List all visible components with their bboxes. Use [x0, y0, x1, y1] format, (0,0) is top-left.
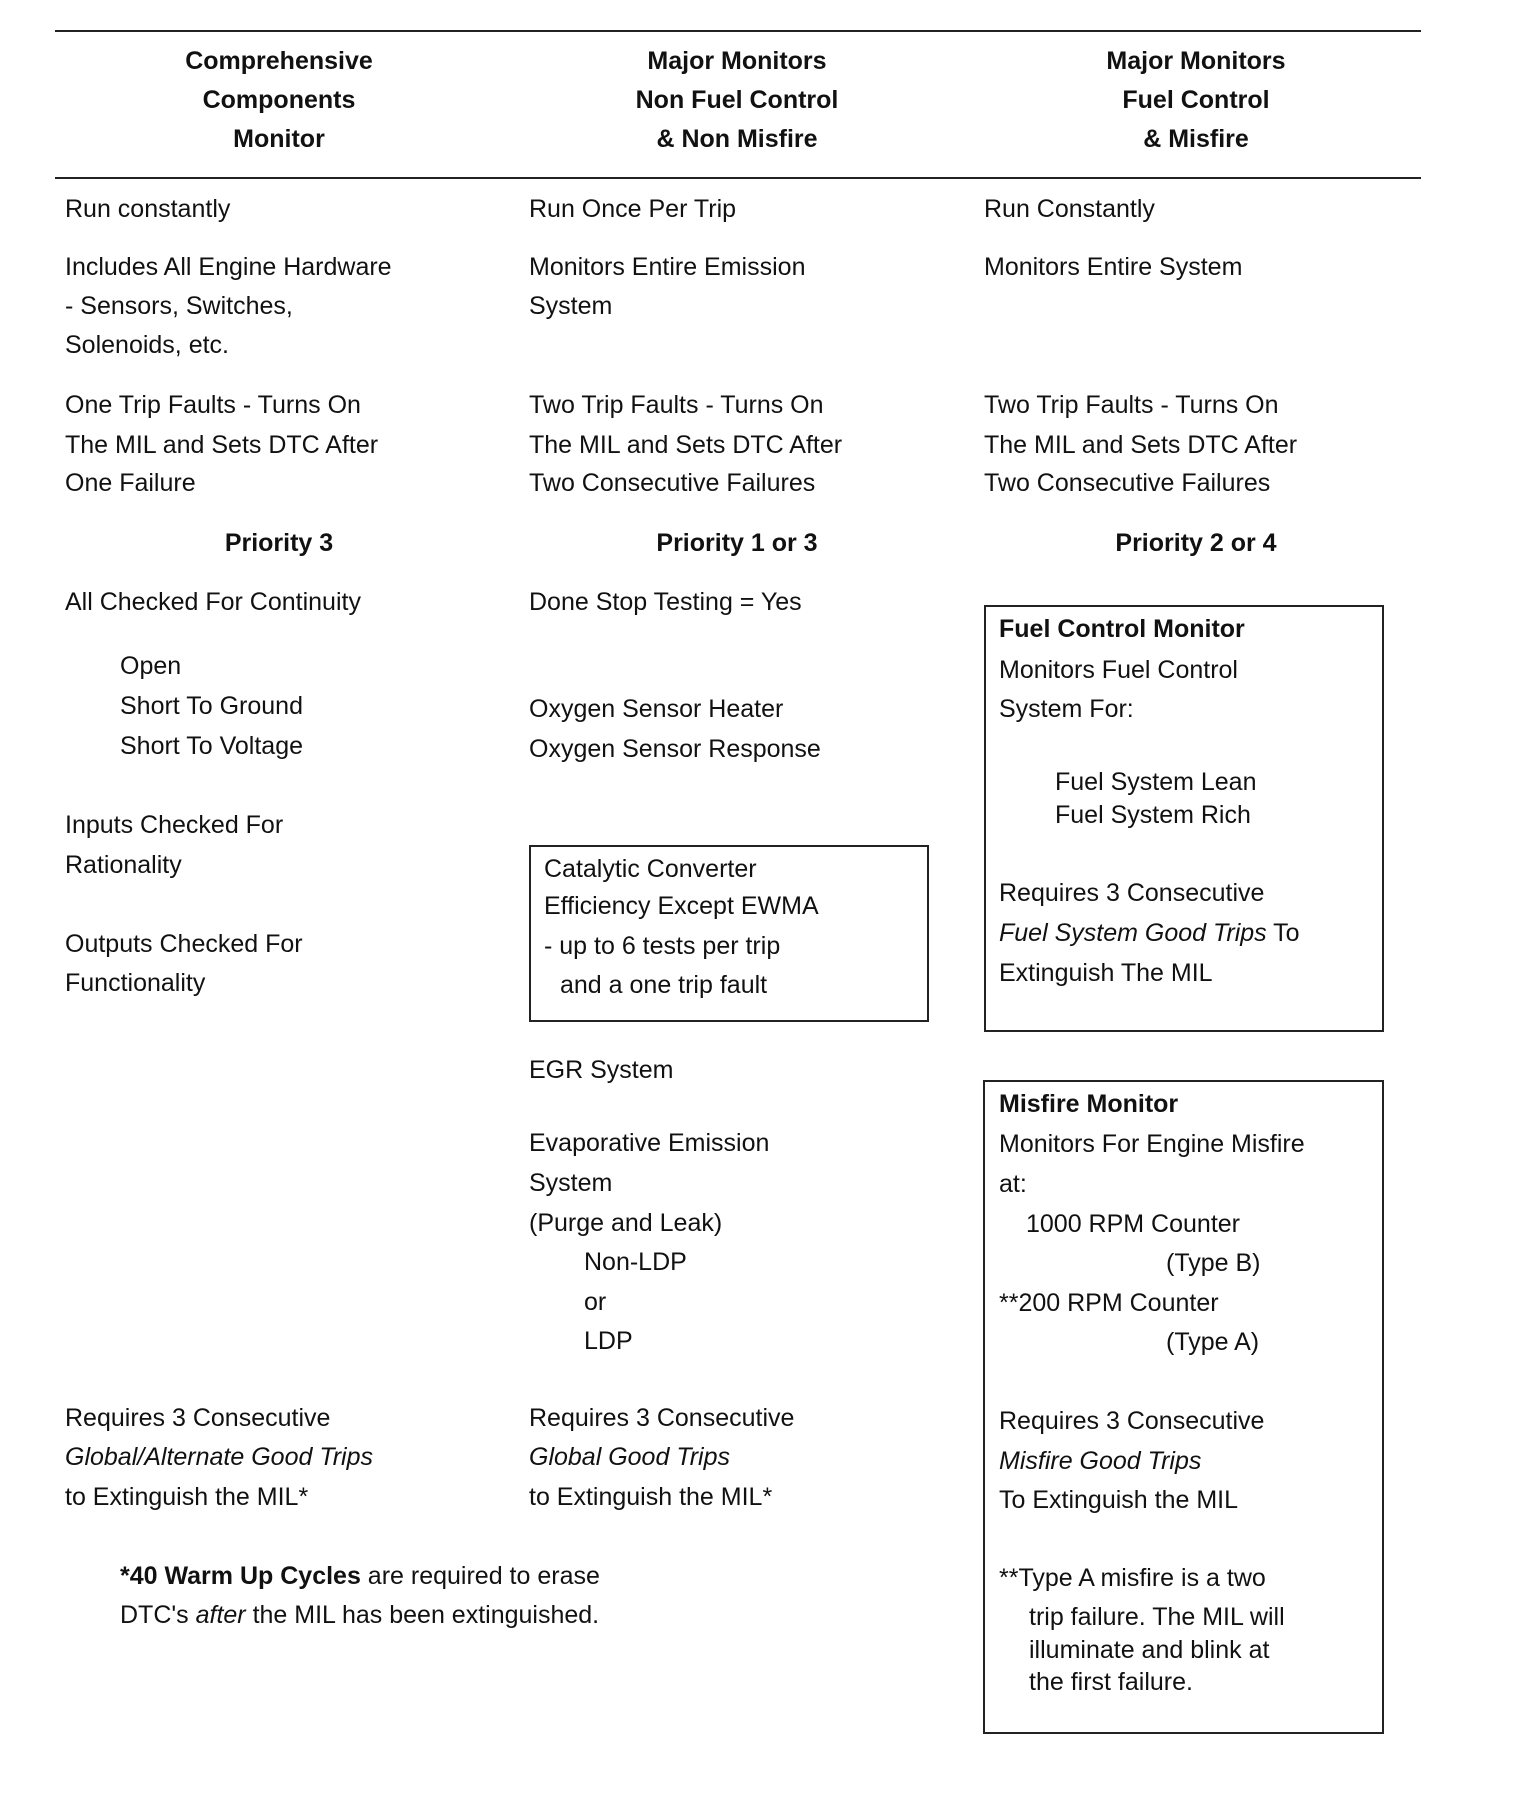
priority-label: Priority 2 or 4 [1115, 529, 1277, 557]
requires-text: Global/Alternate Good Trips [65, 1443, 374, 1471]
fuel-item: Fuel System Rich [1055, 801, 1251, 829]
check-item: Short To Voltage [120, 732, 304, 760]
done-text: Done Stop Testing = Yes [529, 588, 802, 616]
misfire-counter: 1000 RPM Counter [1026, 1210, 1241, 1238]
run-text: Run constantly [65, 195, 231, 223]
fuel-requires: Requires 3 Consecutive [999, 879, 1265, 907]
requires-text: Requires 3 Consecutive [529, 1404, 795, 1432]
outputs-text: Outputs Checked For [65, 930, 303, 958]
footnote-italic: after [195, 1601, 246, 1629]
header-fuel-misfire: Major Monitors Fuel Control & Misfire [1106, 47, 1286, 153]
egr-text: EGR System [529, 1056, 674, 1084]
priority-label: Priority 3 [224, 529, 334, 557]
requires-text: Global Good Trips [529, 1443, 731, 1471]
fuel-requires-italic: Fuel System Good Trips [999, 919, 1267, 947]
includes-text: Includes All Engine Hardware [65, 253, 392, 281]
fuel-requires: To [1266, 919, 1300, 947]
oxygen-item: Oxygen Sensor Response [529, 735, 821, 763]
priority-label: Priority 1 or 3 [656, 529, 818, 557]
evap-text: or [584, 1288, 607, 1316]
evap-text: System [529, 1169, 613, 1197]
header-non-fuel: Major Monitors Non Fuel Control & Non Misfire [635, 47, 839, 153]
misfire-counter-type: (Type B) [1166, 1249, 1261, 1277]
top-rule [55, 30, 1421, 32]
inputs-text: Inputs Checked For [65, 811, 284, 839]
oxygen-item: Oxygen Sensor Heater [529, 695, 784, 723]
evap-text: Evaporative Emission [529, 1129, 770, 1157]
includes-text: - Sensors, Switches, [65, 292, 293, 320]
evap-text: LDP [584, 1327, 633, 1355]
evap-text: (Purge and Leak) [529, 1209, 723, 1237]
evap-text: Non-LDP [584, 1248, 687, 1276]
catalyst-text: - up to 6 tests per trip [544, 932, 781, 960]
check-item: Open [120, 652, 182, 680]
fuel-monitor-text: Monitors Fuel Control [999, 656, 1238, 684]
faults-text: Two Trip Faults - Turns On [984, 391, 1279, 419]
monitors-text: Monitors Entire System [984, 253, 1243, 281]
footnote-text: the MIL has been extinguished. [245, 1601, 600, 1629]
misfire-requires: Requires 3 Consecutive [999, 1407, 1265, 1435]
requires-text: Requires 3 Consecutive [65, 1404, 331, 1432]
fuel-monitor-text: System For: [999, 695, 1134, 723]
faults-text: One Trip Faults - Turns On [65, 391, 361, 419]
footnote-bold: *40 Warm Up Cycles [120, 1562, 361, 1590]
run-text: Run Constantly [984, 195, 1155, 223]
monitors-text: System [529, 292, 613, 320]
faults-text: The MIL and Sets DTC After [65, 431, 379, 459]
misfire-note: **Type A misfire is a two [999, 1564, 1266, 1592]
misfire-note: trip failure. The MIL will [1029, 1603, 1285, 1631]
requires-text: to Extinguish the MIL* [529, 1483, 773, 1511]
catalyst-text: Efficiency Except EWMA [544, 892, 819, 920]
misfire-text: Monitors For Engine Misfire [999, 1130, 1305, 1158]
faults-text: One Failure [65, 469, 196, 497]
includes-text: Solenoids, etc. [65, 331, 229, 359]
misfire-counter-type: (Type A) [1166, 1328, 1260, 1356]
misfire-note: the first failure. [1029, 1668, 1193, 1696]
continuity-text: All Checked For Continuity [65, 588, 361, 616]
inputs-text: Rationality [65, 851, 182, 879]
faults-text: The MIL and Sets DTC After [984, 431, 1298, 459]
faults-text: Two Trip Faults - Turns On [529, 391, 824, 419]
footnote-text: DTC's [120, 1601, 196, 1629]
misfire-text: at: [999, 1170, 1027, 1198]
header-comprehensive: Comprehensive Components Monitor [185, 47, 373, 153]
monitors-text: Monitors Entire Emission [529, 253, 806, 281]
catalyst-text: Catalytic Converter [544, 855, 757, 883]
faults-text: Two Consecutive Failures [529, 469, 816, 497]
fuel-requires: Extinguish The MIL [999, 959, 1213, 987]
misfire-note: illuminate and blink at [1029, 1636, 1270, 1664]
misfire-requires: To Extinguish the MIL [999, 1486, 1239, 1514]
fuel-item: Fuel System Lean [1055, 768, 1257, 796]
header-rule [55, 177, 1421, 179]
misfire-counter: **200 RPM Counter [999, 1289, 1219, 1317]
footnote-text: are required to erase [360, 1562, 600, 1590]
requires-text: to Extinguish the MIL* [65, 1483, 309, 1511]
misfire-monitor-title: Misfire Monitor [999, 1090, 1179, 1118]
misfire-requires: Misfire Good Trips [999, 1447, 1202, 1475]
catalyst-text: and a one trip fault [560, 971, 768, 999]
faults-text: The MIL and Sets DTC After [529, 431, 843, 459]
check-item: Short To Ground [120, 692, 303, 720]
fuel-monitor-title: Fuel Control Monitor [999, 615, 1245, 643]
outputs-text: Functionality [65, 969, 206, 997]
faults-text: Two Consecutive Failures [984, 469, 1271, 497]
run-text: Run Once Per Trip [529, 195, 737, 223]
